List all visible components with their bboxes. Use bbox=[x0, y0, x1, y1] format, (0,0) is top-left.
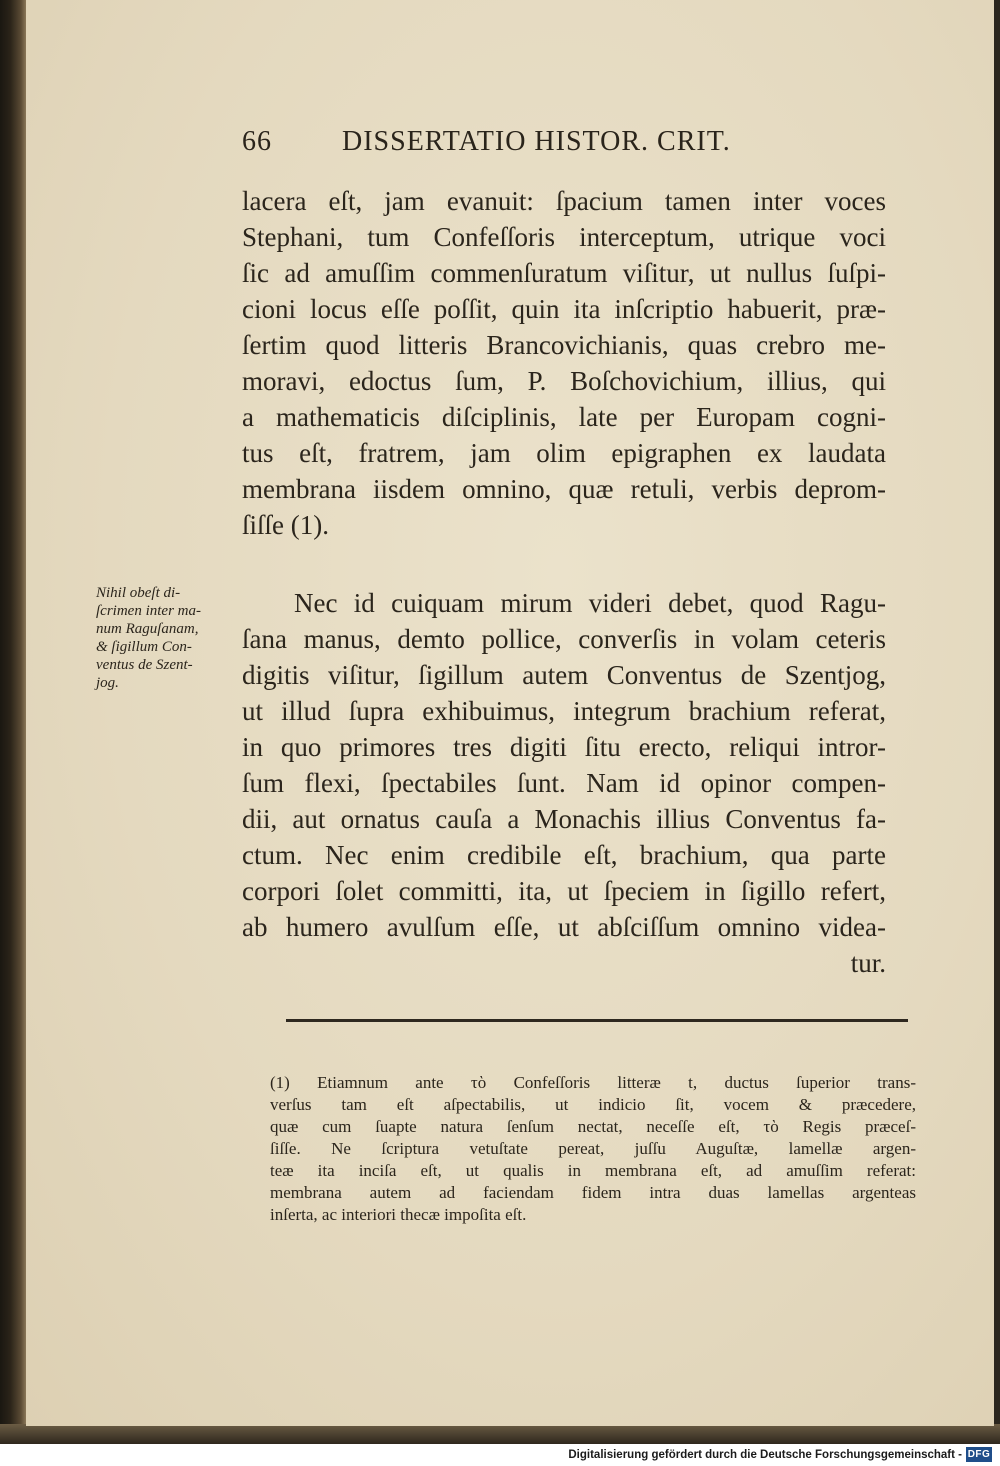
book-page bbox=[26, 0, 994, 1426]
running-head bbox=[242, 126, 762, 166]
margin-note-line: ventus de Szent- bbox=[96, 657, 193, 673]
margin-note bbox=[96, 584, 238, 692]
text-line: corpori ſolet committi, ita, ut ſpeciem in ſigillo refert, bbox=[242, 876, 886, 906]
text-line: a mathematicis diſciplinis, late per Europam cogni- bbox=[242, 402, 886, 432]
scan-right-edge bbox=[994, 0, 1000, 1444]
text-line: tur. bbox=[850, 948, 886, 978]
text-line: ſiſſe (1). bbox=[242, 510, 329, 540]
text-line: Nec id cuiquam mirum videri debet, quod Ragu- bbox=[294, 588, 886, 618]
footnote-line: (1) Etiamnum ante τὸ Confeſſoris litteræ t, ductus ſuperior trans- bbox=[270, 1073, 916, 1092]
dfg-logo: DFG bbox=[967, 1449, 991, 1460]
text-line: tus eſt, fratrem, jam olim epigraphen ex laudata bbox=[242, 438, 886, 468]
page-number: 66 bbox=[242, 126, 272, 157]
text-line: Stephani, tum Confeſſoris interceptum, utrique voci bbox=[242, 222, 886, 252]
text-line: dii, aut ornatus cauſa a Monachis illius Conventus fa- bbox=[242, 804, 886, 834]
footnote-divider bbox=[286, 1019, 908, 1022]
paragraph-1 bbox=[242, 183, 886, 543]
page-title: DISSERTATIO HISTOR. CRIT. bbox=[342, 126, 731, 157]
margin-note-line: ſcrimen inter ma- bbox=[96, 603, 201, 619]
footnote-line: quæ cum ſuapte natura ſenſum nectat, neceſſe eſt, τὸ Regis præceſ- bbox=[270, 1117, 916, 1136]
margin-note-line: jog. bbox=[96, 675, 119, 691]
margin-note-line: & ſigillum Con- bbox=[96, 639, 192, 655]
paragraph-gap bbox=[242, 543, 886, 585]
digitization-credit: Digitalisierung gefördert durch die Deutsche Forschungsgemeinschaft - bbox=[568, 1449, 962, 1461]
footnote-line: inſerta, ac interiori thecæ impoſita eſt. bbox=[270, 1205, 527, 1224]
text-line: cioni locus eſſe poſſit, quin ita inſcriptio habuerit, præ- bbox=[242, 294, 886, 324]
footnote bbox=[270, 1072, 916, 1226]
paragraph-2 bbox=[242, 585, 886, 981]
text-line: ut illud ſupra exhibuimus, integrum brachium referat, bbox=[242, 696, 886, 726]
text-line: ſum flexi, ſpectabiles ſunt. Nam id opinor compen- bbox=[242, 768, 886, 798]
text-line: ab humero avulſum eſſe, ut abſciſſum omnino videa- bbox=[242, 912, 886, 942]
scan-bottom-edge bbox=[0, 1424, 1000, 1444]
text-line: ctum. Nec enim credibile eſt, brachium, qua parte bbox=[242, 840, 886, 870]
margin-note-line: Nihil obeſt di- bbox=[96, 585, 181, 601]
text-line: ſic ad amuſſim commenſuratum viſitur, ut nullus ſuſpi- bbox=[242, 258, 886, 288]
text-line: in quo primores tres digiti ſitu erecto, reliqui intror- bbox=[242, 732, 886, 762]
footnote-line: verſus tam eſt aſpectabilis, ut indicio ſit, vocem & præcedere, bbox=[270, 1095, 916, 1114]
scan-binding-edge bbox=[0, 0, 26, 1444]
text-line: ſana manus, demto pollice, converſis in volam ceteris bbox=[242, 624, 886, 654]
margin-note-line: num Raguſanam, bbox=[96, 621, 199, 637]
footnote-line: membrana autem ad faciendam fidem intra duas lamellas argenteas bbox=[270, 1183, 916, 1202]
footnote-line: ſiſſe. Ne ſcriptura vetuſtate pereat, juſſu Auguſtæ, lamellæ argen- bbox=[270, 1139, 916, 1158]
footnote-line: teæ ita inciſa eſt, ut qualis in membrana eſt, ad amuſſim referat: bbox=[270, 1161, 916, 1180]
text-line: digitis viſitur, ſigillum autem Conventus de Szentjog, bbox=[242, 660, 886, 690]
text-line: membrana iisdem omnino, quæ retuli, verbis deprom- bbox=[242, 474, 886, 504]
text-line: moravi, edoctus ſum, P. Boſchovichium, illius, qui bbox=[242, 366, 886, 396]
text-line: lacera eſt, jam evanuit: ſpacium tamen inter voces bbox=[242, 186, 886, 216]
main-text bbox=[242, 183, 886, 981]
text-line: ſertim quod litteris Brancovichianis, quas crebro me- bbox=[242, 330, 886, 360]
